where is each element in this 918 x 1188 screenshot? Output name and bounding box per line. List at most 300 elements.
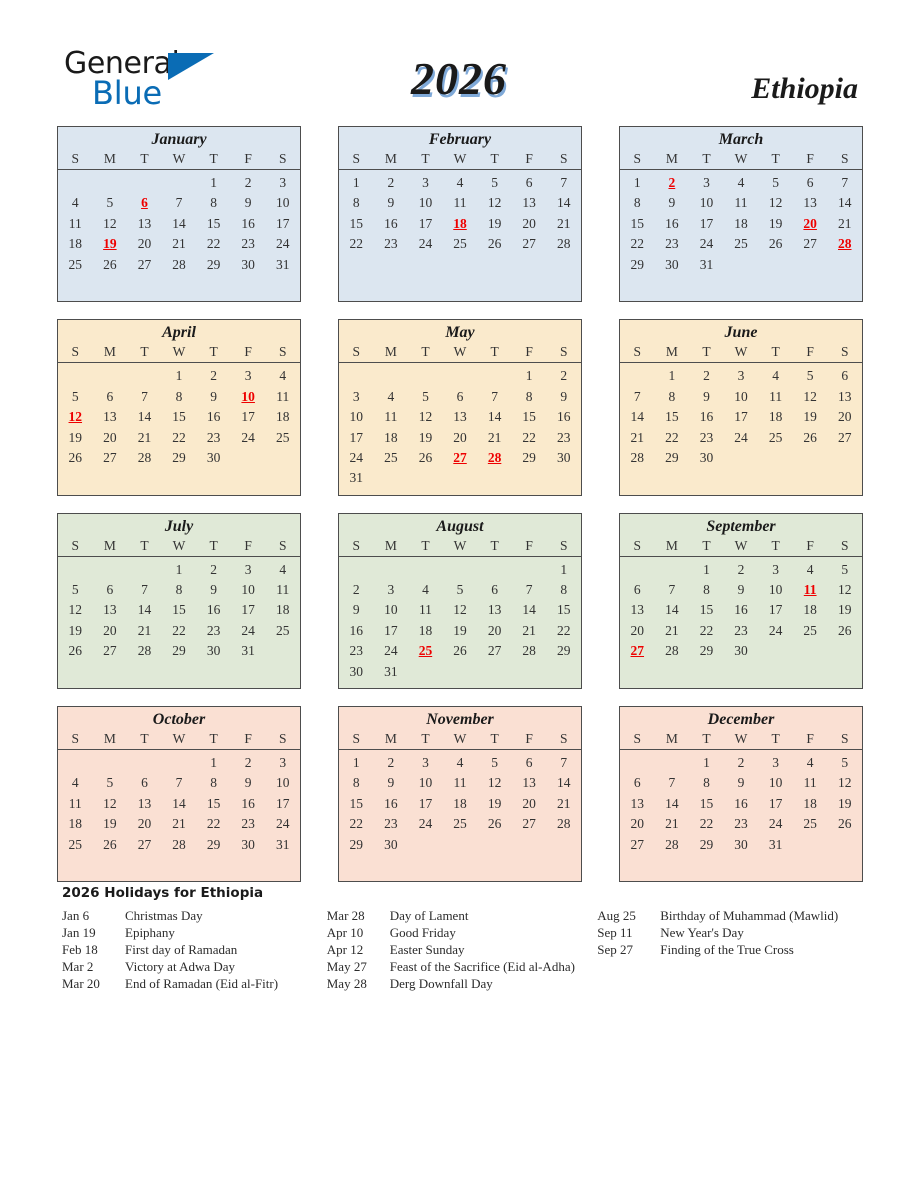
day-cell[interactable]: 24 <box>418 816 433 832</box>
day-cell[interactable]: 5 <box>71 582 79 598</box>
day-cell[interactable]: 23 <box>384 816 398 832</box>
day-cell[interactable]: 20 <box>103 622 117 638</box>
day-cell[interactable]: 1 <box>560 561 568 577</box>
day-cell[interactable]: 17 <box>768 795 783 811</box>
day-cell[interactable]: 11 <box>68 215 82 231</box>
day-cell[interactable]: 3 <box>279 175 287 190</box>
day-cell[interactable]: 5 <box>772 175 779 190</box>
day-cell[interactable]: 16 <box>734 795 748 811</box>
day-cell[interactable]: 20 <box>137 816 152 832</box>
day-cell-holiday[interactable]: 12 <box>68 409 83 425</box>
day-cell[interactable]: 31 <box>699 256 714 272</box>
day-cell[interactable]: 14 <box>665 795 679 811</box>
day-cell[interactable]: 16 <box>206 602 221 618</box>
day-cell[interactable]: 1 <box>703 561 710 577</box>
day-cell[interactable]: 7 <box>141 388 148 404</box>
day-cell[interactable]: 22 <box>349 816 364 832</box>
day-cell[interactable]: 1 <box>352 175 360 190</box>
day-cell[interactable]: 22 <box>699 622 714 638</box>
day-cell[interactable]: 4 <box>422 582 429 598</box>
day-cell[interactable]: 14 <box>172 795 186 811</box>
day-cell-holiday[interactable]: 20 <box>803 215 817 231</box>
day-cell-holiday[interactable]: 2 <box>668 175 676 190</box>
day-cell[interactable]: 13 <box>838 388 852 404</box>
day-cell[interactable]: 25 <box>803 622 817 638</box>
day-cell[interactable]: 30 <box>734 643 748 659</box>
day-cell[interactable]: 24 <box>241 622 255 638</box>
day-cell[interactable]: 26 <box>103 836 117 852</box>
day-cell[interactable]: 4 <box>456 755 464 771</box>
day-cell[interactable]: 11 <box>276 582 290 598</box>
day-cell[interactable]: 6 <box>106 388 114 404</box>
day-cell[interactable]: 26 <box>453 643 467 659</box>
day-cell[interactable]: 20 <box>838 409 852 425</box>
day-cell[interactable]: 18 <box>734 215 748 231</box>
day-cell[interactable]: 29 <box>206 256 221 272</box>
day-cell[interactable]: 13 <box>103 409 117 425</box>
day-cell[interactable]: 19 <box>487 795 502 811</box>
day-cell[interactable]: 8 <box>668 388 676 404</box>
day-cell[interactable]: 17 <box>349 429 364 445</box>
day-cell[interactable]: 27 <box>838 429 852 445</box>
day-cell[interactable]: 10 <box>734 388 748 404</box>
day-cell[interactable]: 24 <box>349 449 364 465</box>
day-cell[interactable]: 30 <box>734 836 748 852</box>
day-cell[interactable]: 25 <box>68 256 83 272</box>
day-cell[interactable]: 10 <box>768 582 783 598</box>
day-cell[interactable]: 9 <box>387 195 395 211</box>
day-cell[interactable]: 9 <box>210 388 217 404</box>
day-cell[interactable]: 5 <box>491 175 498 190</box>
day-cell[interactable]: 13 <box>453 409 467 425</box>
day-cell[interactable]: 10 <box>384 602 398 618</box>
day-cell[interactable]: 3 <box>387 582 395 598</box>
day-cell[interactable]: 17 <box>241 409 255 425</box>
day-cell[interactable]: 30 <box>241 256 255 272</box>
day-cell[interactable]: 7 <box>560 755 568 771</box>
day-cell[interactable]: 30 <box>557 449 571 465</box>
day-cell[interactable]: 26 <box>838 622 852 638</box>
day-cell[interactable]: 5 <box>491 755 498 771</box>
day-cell[interactable]: 26 <box>487 816 502 832</box>
day-cell[interactable]: 16 <box>349 622 364 638</box>
day-cell[interactable]: 20 <box>137 236 152 252</box>
day-cell[interactable]: 18 <box>384 429 398 445</box>
day-cell[interactable]: 25 <box>453 236 467 252</box>
day-cell[interactable]: 23 <box>557 429 571 445</box>
day-cell[interactable]: 27 <box>487 643 502 659</box>
day-cell[interactable]: 28 <box>665 643 679 659</box>
day-cell[interactable]: 18 <box>453 795 467 811</box>
day-cell[interactable]: 21 <box>665 816 679 832</box>
day-cell[interactable]: 17 <box>276 795 290 811</box>
day-cell[interactable]: 5 <box>422 388 429 404</box>
day-cell[interactable]: 17 <box>276 215 290 231</box>
day-cell[interactable]: 28 <box>137 449 152 465</box>
day-cell[interactable]: 13 <box>103 602 117 618</box>
day-cell[interactable]: 19 <box>418 429 433 445</box>
day-cell[interactable]: 12 <box>453 602 467 618</box>
day-cell[interactable]: 15 <box>630 215 645 231</box>
day-cell[interactable]: 21 <box>522 622 536 638</box>
day-cell[interactable]: 15 <box>699 795 714 811</box>
day-cell[interactable]: 15 <box>172 409 186 425</box>
day-cell[interactable]: 23 <box>349 643 364 659</box>
day-cell[interactable]: 18 <box>276 409 290 425</box>
day-cell[interactable]: 21 <box>665 622 679 638</box>
day-cell[interactable]: 5 <box>106 775 114 791</box>
day-cell[interactable]: 6 <box>456 388 464 404</box>
day-cell[interactable]: 22 <box>206 236 221 252</box>
day-cell[interactable]: 5 <box>841 755 849 771</box>
day-cell[interactable]: 28 <box>557 816 571 832</box>
day-cell[interactable]: 23 <box>241 236 255 252</box>
day-cell[interactable]: 15 <box>349 795 364 811</box>
day-cell[interactable]: 12 <box>838 775 852 791</box>
day-cell[interactable]: 2 <box>210 368 217 384</box>
day-cell[interactable]: 8 <box>525 388 533 404</box>
day-cell[interactable]: 29 <box>172 643 186 659</box>
day-cell[interactable]: 21 <box>630 429 645 445</box>
day-cell[interactable]: 25 <box>768 429 783 445</box>
day-cell[interactable]: 15 <box>699 602 714 618</box>
day-cell[interactable]: 17 <box>699 215 714 231</box>
day-cell[interactable]: 11 <box>453 775 467 791</box>
day-cell[interactable]: 9 <box>737 582 745 598</box>
day-cell[interactable]: 15 <box>172 602 186 618</box>
day-cell[interactable]: 31 <box>276 256 290 272</box>
day-cell[interactable]: 12 <box>487 775 502 791</box>
day-cell[interactable]: 2 <box>244 175 252 190</box>
day-cell[interactable]: 10 <box>699 195 714 211</box>
day-cell[interactable]: 22 <box>630 236 645 252</box>
day-cell[interactable]: 6 <box>525 175 533 190</box>
day-cell[interactable]: 5 <box>456 582 464 598</box>
day-cell[interactable]: 7 <box>668 582 676 598</box>
day-cell[interactable]: 27 <box>522 816 536 832</box>
day-cell[interactable]: 30 <box>665 256 679 272</box>
day-cell[interactable]: 12 <box>103 215 117 231</box>
day-cell[interactable]: 8 <box>703 775 710 791</box>
day-cell[interactable]: 20 <box>522 215 536 231</box>
day-cell[interactable]: 3 <box>703 175 710 190</box>
day-cell[interactable]: 9 <box>387 775 395 791</box>
day-cell[interactable]: 14 <box>665 602 679 618</box>
day-cell[interactable]: 16 <box>734 602 748 618</box>
day-cell[interactable]: 14 <box>630 409 645 425</box>
day-cell[interactable]: 8 <box>703 582 710 598</box>
day-cell[interactable]: 15 <box>665 409 679 425</box>
day-cell[interactable]: 2 <box>210 561 217 577</box>
day-cell[interactable]: 3 <box>352 388 360 404</box>
day-cell[interactable]: 18 <box>68 816 83 832</box>
day-cell[interactable]: 28 <box>557 236 571 252</box>
day-cell[interactable]: 10 <box>418 775 433 791</box>
day-cell-holiday[interactable]: 19 <box>103 236 117 252</box>
day-cell[interactable]: 24 <box>699 236 714 252</box>
day-cell[interactable]: 18 <box>803 795 817 811</box>
day-cell[interactable]: 25 <box>68 836 83 852</box>
day-cell[interactable]: 24 <box>768 816 783 832</box>
day-cell[interactable]: 12 <box>418 409 433 425</box>
day-cell[interactable]: 20 <box>630 622 645 638</box>
day-cell[interactable]: 14 <box>137 602 152 618</box>
day-cell[interactable]: 23 <box>734 816 748 832</box>
day-cell[interactable]: 23 <box>699 429 714 445</box>
day-cell[interactable]: 21 <box>137 622 152 638</box>
day-cell[interactable]: 31 <box>276 836 290 852</box>
day-cell[interactable]: 9 <box>244 195 252 211</box>
day-cell[interactable]: 29 <box>172 449 186 465</box>
day-cell[interactable]: 17 <box>768 602 783 618</box>
day-cell[interactable]: 30 <box>241 836 255 852</box>
day-cell[interactable]: 2 <box>387 175 395 190</box>
day-cell[interactable]: 12 <box>103 795 117 811</box>
day-cell[interactable]: 3 <box>422 175 429 190</box>
day-cell[interactable]: 23 <box>665 236 679 252</box>
day-cell[interactable]: 20 <box>453 429 467 445</box>
day-cell[interactable]: 7 <box>841 175 849 190</box>
day-cell[interactable]: 22 <box>206 816 221 832</box>
day-cell[interactable]: 2 <box>244 755 252 771</box>
day-cell[interactable]: 23 <box>734 622 748 638</box>
day-cell[interactable]: 4 <box>806 755 814 771</box>
day-cell[interactable]: 25 <box>384 449 398 465</box>
day-cell[interactable]: 16 <box>241 795 255 811</box>
day-cell[interactable]: 21 <box>557 795 571 811</box>
day-cell[interactable]: 27 <box>137 836 152 852</box>
day-cell-holiday[interactable]: 28 <box>838 236 852 252</box>
day-cell[interactable]: 25 <box>276 622 290 638</box>
day-cell[interactable]: 30 <box>699 449 714 465</box>
day-cell[interactable]: 10 <box>276 195 290 211</box>
day-cell[interactable]: 4 <box>387 388 395 404</box>
day-cell[interactable]: 14 <box>172 215 186 231</box>
day-cell[interactable]: 5 <box>806 368 814 384</box>
day-cell[interactable]: 1 <box>210 175 217 190</box>
day-cell[interactable]: 11 <box>384 409 398 425</box>
day-cell[interactable]: 3 <box>244 368 252 384</box>
day-cell[interactable]: 26 <box>803 429 817 445</box>
day-cell[interactable]: 5 <box>841 561 849 577</box>
day-cell[interactable]: 12 <box>68 602 83 618</box>
day-cell[interactable]: 21 <box>172 816 186 832</box>
day-cell[interactable]: 20 <box>487 622 502 638</box>
day-cell[interactable]: 27 <box>630 836 645 852</box>
day-cell[interactable]: 28 <box>137 643 152 659</box>
day-cell[interactable]: 6 <box>633 775 641 791</box>
day-cell[interactable]: 13 <box>137 795 152 811</box>
day-cell[interactable]: 26 <box>418 449 433 465</box>
day-cell[interactable]: 24 <box>418 236 433 252</box>
day-cell[interactable]: 24 <box>734 429 748 445</box>
day-cell[interactable]: 24 <box>276 816 290 832</box>
day-cell[interactable]: 14 <box>557 775 571 791</box>
day-cell[interactable]: 24 <box>241 429 255 445</box>
day-cell[interactable]: 3 <box>279 755 287 771</box>
day-cell[interactable]: 10 <box>768 775 783 791</box>
day-cell[interactable]: 3 <box>422 755 429 771</box>
day-cell[interactable]: 14 <box>838 195 852 211</box>
day-cell[interactable]: 26 <box>487 236 502 252</box>
day-cell[interactable]: 9 <box>560 388 568 404</box>
day-cell[interactable]: 17 <box>418 795 433 811</box>
day-cell[interactable]: 12 <box>768 195 783 211</box>
day-cell[interactable]: 30 <box>206 449 221 465</box>
day-cell[interactable]: 17 <box>241 602 255 618</box>
day-cell[interactable]: 26 <box>68 643 83 659</box>
day-cell[interactable]: 22 <box>349 236 364 252</box>
day-cell[interactable]: 4 <box>279 368 287 384</box>
day-cell[interactable]: 24 <box>276 236 290 252</box>
day-cell[interactable]: 8 <box>175 388 183 404</box>
day-cell[interactable]: 7 <box>668 775 676 791</box>
day-cell[interactable]: 8 <box>352 775 360 791</box>
day-cell[interactable]: 19 <box>768 215 783 231</box>
day-cell[interactable]: 20 <box>630 816 645 832</box>
day-cell[interactable]: 29 <box>557 643 571 659</box>
day-cell[interactable]: 18 <box>68 236 83 252</box>
day-cell[interactable]: 21 <box>838 215 852 231</box>
day-cell[interactable]: 13 <box>522 195 536 211</box>
day-cell[interactable]: 28 <box>172 836 186 852</box>
day-cell[interactable]: 11 <box>276 388 290 404</box>
day-cell[interactable]: 6 <box>806 175 814 190</box>
day-cell[interactable]: 9 <box>352 602 360 618</box>
day-cell[interactable]: 22 <box>522 429 536 445</box>
day-cell[interactable]: 25 <box>276 429 290 445</box>
day-cell[interactable]: 15 <box>349 215 364 231</box>
day-cell[interactable]: 29 <box>349 836 364 852</box>
day-cell[interactable]: 3 <box>772 561 779 577</box>
day-cell[interactable]: 30 <box>206 643 221 659</box>
day-cell[interactable]: 27 <box>137 256 152 272</box>
day-cell[interactable]: 27 <box>522 236 536 252</box>
day-cell[interactable]: 11 <box>453 195 467 211</box>
day-cell[interactable]: 3 <box>244 561 252 577</box>
day-cell[interactable]: 4 <box>456 175 464 190</box>
day-cell[interactable]: 12 <box>487 195 502 211</box>
day-cell[interactable]: 16 <box>557 409 571 425</box>
day-cell-holiday[interactable]: 25 <box>418 643 433 659</box>
day-cell[interactable]: 17 <box>418 215 433 231</box>
day-cell[interactable]: 23 <box>206 622 221 638</box>
day-cell[interactable]: 21 <box>172 236 186 252</box>
day-cell[interactable]: 17 <box>734 409 748 425</box>
day-cell[interactable]: 31 <box>349 470 364 486</box>
day-cell[interactable]: 22 <box>699 816 714 832</box>
day-cell[interactable]: 19 <box>68 429 83 445</box>
day-cell[interactable]: 3 <box>772 755 779 771</box>
day-cell[interactable]: 7 <box>141 582 148 598</box>
day-cell[interactable]: 9 <box>703 388 710 404</box>
day-cell[interactable]: 17 <box>384 622 398 638</box>
day-cell[interactable]: 13 <box>137 215 152 231</box>
day-cell[interactable]: 21 <box>137 429 152 445</box>
day-cell[interactable]: 18 <box>803 602 817 618</box>
day-cell[interactable]: 10 <box>349 409 364 425</box>
day-cell[interactable]: 11 <box>769 388 783 404</box>
day-cell[interactable]: 6 <box>525 755 533 771</box>
day-cell[interactable]: 1 <box>175 368 183 384</box>
day-cell[interactable]: 16 <box>206 409 221 425</box>
day-cell[interactable]: 29 <box>665 449 679 465</box>
day-cell[interactable]: 2 <box>387 755 395 771</box>
day-cell[interactable]: 24 <box>384 643 398 659</box>
day-cell[interactable]: 10 <box>418 195 433 211</box>
day-cell[interactable]: 13 <box>803 195 817 211</box>
day-cell[interactable]: 28 <box>665 836 679 852</box>
day-cell[interactable]: 8 <box>560 582 568 598</box>
day-cell[interactable]: 11 <box>68 795 82 811</box>
day-cell[interactable]: 19 <box>103 816 117 832</box>
day-cell[interactable]: 27 <box>103 643 117 659</box>
day-cell[interactable]: 18 <box>418 622 433 638</box>
day-cell[interactable]: 14 <box>137 409 152 425</box>
day-cell[interactable]: 9 <box>210 582 217 598</box>
day-cell[interactable]: 15 <box>206 795 221 811</box>
day-cell[interactable]: 23 <box>206 429 221 445</box>
day-cell[interactable]: 8 <box>210 195 217 211</box>
day-cell[interactable]: 23 <box>384 236 398 252</box>
day-cell[interactable]: 1 <box>210 755 217 771</box>
day-cell[interactable]: 7 <box>491 388 498 404</box>
day-cell[interactable]: 16 <box>241 215 255 231</box>
day-cell[interactable]: 2 <box>737 755 745 771</box>
day-cell[interactable]: 22 <box>172 429 186 445</box>
day-cell[interactable]: 25 <box>803 816 817 832</box>
day-cell[interactable]: 2 <box>560 368 568 384</box>
day-cell[interactable]: 29 <box>699 643 714 659</box>
day-cell[interactable]: 26 <box>68 449 83 465</box>
day-cell[interactable]: 1 <box>668 368 676 384</box>
day-cell[interactable]: 4 <box>71 195 79 211</box>
day-cell[interactable]: 8 <box>352 195 360 211</box>
day-cell[interactable]: 13 <box>630 795 645 811</box>
day-cell[interactable]: 20 <box>522 795 536 811</box>
day-cell[interactable]: 2 <box>352 582 360 598</box>
day-cell[interactable]: 19 <box>453 622 467 638</box>
day-cell[interactable]: 25 <box>453 816 467 832</box>
day-cell[interactable]: 4 <box>279 561 287 577</box>
day-cell[interactable]: 5 <box>71 388 79 404</box>
day-cell[interactable]: 29 <box>522 449 536 465</box>
day-cell[interactable]: 15 <box>557 602 571 618</box>
day-cell[interactable]: 28 <box>630 449 645 465</box>
day-cell[interactable]: 7 <box>175 195 183 211</box>
day-cell[interactable]: 29 <box>630 256 645 272</box>
day-cell[interactable]: 1 <box>703 755 710 771</box>
day-cell[interactable]: 10 <box>241 582 255 598</box>
day-cell[interactable]: 19 <box>838 795 852 811</box>
day-cell[interactable]: 3 <box>737 368 745 384</box>
day-cell[interactable]: 13 <box>522 775 536 791</box>
day-cell[interactable]: 6 <box>106 582 114 598</box>
day-cell[interactable]: 12 <box>803 388 817 404</box>
day-cell[interactable]: 19 <box>803 409 817 425</box>
day-cell[interactable]: 24 <box>768 622 783 638</box>
day-cell-holiday[interactable]: 27 <box>453 449 467 465</box>
day-cell[interactable]: 14 <box>522 602 536 618</box>
day-cell[interactable]: 18 <box>276 602 290 618</box>
day-cell[interactable]: 2 <box>703 368 710 384</box>
day-cell[interactable]: 1 <box>525 368 533 384</box>
day-cell[interactable]: 9 <box>668 195 676 211</box>
day-cell[interactable]: 12 <box>838 582 852 598</box>
day-cell[interactable]: 4 <box>772 368 779 384</box>
day-cell[interactable]: 29 <box>206 836 221 852</box>
day-cell[interactable]: 19 <box>68 622 83 638</box>
